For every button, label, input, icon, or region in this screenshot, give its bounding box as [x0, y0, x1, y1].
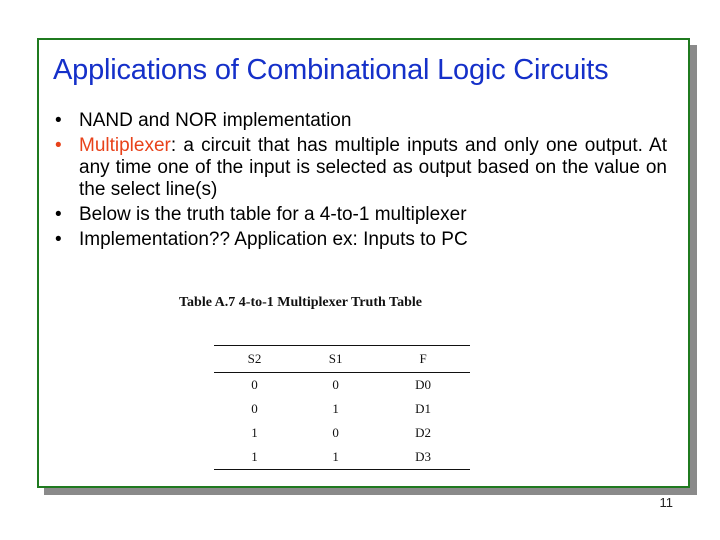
table-caption: Table A.7 4-to-1 Multiplexer Truth Table	[179, 295, 422, 310]
bullet-text: Implementation?? Application ex: Inputs to PC	[79, 229, 468, 250]
bullet-item	[53, 110, 667, 132]
table-cell: D1	[415, 401, 432, 416]
bullet-item	[53, 135, 667, 201]
table-header-row	[214, 346, 470, 373]
table-row	[214, 397, 470, 421]
bullet-item	[53, 204, 667, 226]
bullet-text: Below is the truth table for a 4-to-1 multiplexer	[79, 204, 467, 225]
header-cell: F	[376, 346, 470, 373]
bullet-list	[53, 110, 667, 254]
header-cell: S2	[214, 346, 295, 373]
table-cell: D3	[376, 445, 470, 470]
table-row	[214, 445, 470, 470]
table-cell: 0	[251, 377, 258, 392]
truth-table	[214, 345, 470, 470]
table-row	[214, 421, 470, 445]
table-cell: 1	[295, 445, 376, 470]
table-cell: 0	[332, 425, 339, 440]
bullet-text: NAND and NOR implementation	[79, 110, 352, 131]
bullet-dot: •	[55, 229, 62, 250]
bullet-highlight: Multiplexer	[79, 135, 171, 156]
table-row	[214, 373, 470, 398]
bullet-dot: •	[55, 135, 62, 156]
table-cell: 0	[332, 377, 339, 392]
bullet-dot: •	[55, 204, 62, 225]
slide-title: Applications of Combinational Logic Circuits	[53, 54, 609, 86]
table-cell: D2	[415, 425, 432, 440]
table-cell: 1	[214, 445, 295, 470]
page-number: 11	[659, 495, 673, 510]
bullet-item	[53, 229, 667, 251]
bullet-text: : a circuit that has multiple inputs and only one output. At any time one of the input is selected as output based on the value on the select line(s)	[79, 135, 667, 200]
bullet-dot: •	[55, 110, 62, 131]
table-cell: 1	[251, 425, 258, 440]
table-cell: 0	[251, 401, 258, 416]
slide-frame	[37, 38, 690, 510]
header-cell: S1	[295, 346, 376, 373]
table-cell: D0	[415, 377, 432, 392]
table-cell: 1	[332, 401, 339, 416]
